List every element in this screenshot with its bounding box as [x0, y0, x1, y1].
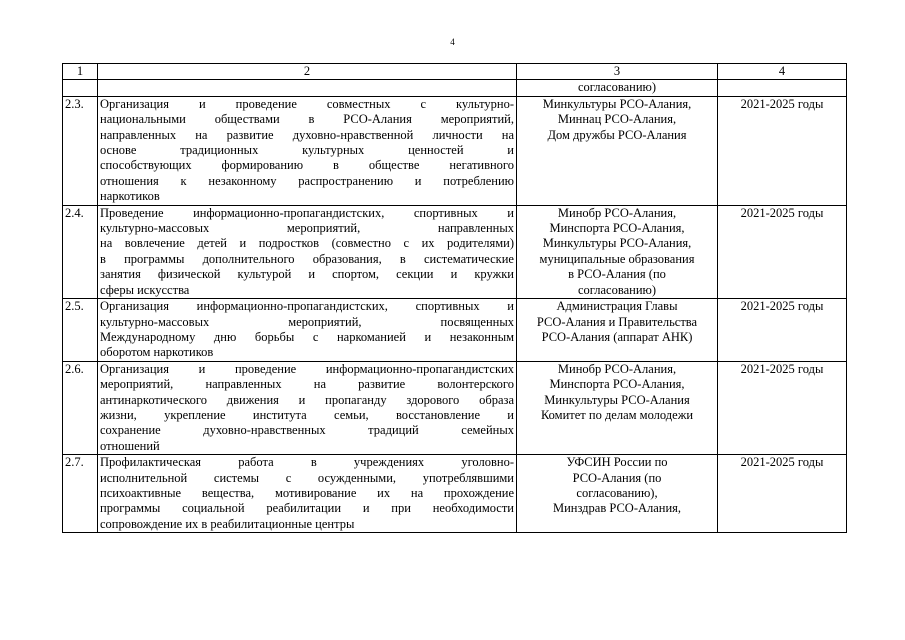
description-line: направленных на развитие духовно-нравственной личности на — [100, 127, 514, 142]
period-cell: 2021-2025 годы — [718, 96, 847, 205]
description-line: наркотиков — [100, 189, 160, 204]
executors-cell — [517, 96, 718, 205]
description-line: Организация и проведение информационно-пропагандистских — [100, 361, 514, 376]
description-line: Международному дню борьбы с наркоманией и незаконным — [100, 329, 514, 344]
executor-line: Администрация Главы — [556, 299, 678, 314]
period-cell: 2021-2025 годы — [718, 205, 847, 298]
continuation-row — [63, 80, 847, 96]
row-number: 2.3. — [63, 96, 98, 205]
executor-line: Минкультуры РСО-Алания, — [542, 236, 692, 251]
executor-line: Минкультуры РСО-Алания — [544, 392, 690, 407]
table-row — [63, 361, 847, 454]
executor-line: Миннац РСО-Алания, — [557, 112, 677, 127]
executor-line: согласованию) — [577, 282, 657, 297]
executor-line: РСО-Алания (аппарат АНК) — [541, 329, 693, 344]
executor-line: согласованию), — [576, 485, 658, 500]
table-row — [63, 205, 847, 298]
executors-cell — [517, 299, 718, 362]
executor-line: Минобр РСО-Алания, — [557, 205, 677, 220]
table-row — [63, 455, 847, 533]
page-number: 4 — [450, 37, 455, 47]
row-number: 2.5. — [63, 299, 98, 362]
description-line: способствующих формированию в обществе негативного — [100, 158, 514, 173]
description-line: занятия физической культурой и спортом, секции и кружки — [100, 267, 514, 282]
table-header-row — [63, 64, 847, 80]
row-number: 2.7. — [63, 455, 98, 533]
description-line: сохранение духовно-нравственных традиций семейных — [100, 423, 514, 438]
executor-line: Минздрав РСО-Алания, — [552, 501, 682, 516]
measure-description — [98, 299, 517, 362]
executor-line: Дом дружбы РСО-Алания — [547, 127, 687, 142]
description-line: Профилактическая работа в учреждениях уголовно- — [100, 455, 514, 470]
executors-cell — [517, 80, 718, 96]
column-header-4: 4 — [718, 64, 847, 80]
period-cell: 2021-2025 годы — [718, 455, 847, 533]
executor-line: Минспорта РСО-Алания, — [549, 377, 685, 392]
row-number: 2.4. — [63, 205, 98, 298]
column-header-3: 3 — [517, 64, 718, 80]
description-line: жизни, укрепление института семьи, восстановление и — [100, 407, 514, 422]
executor-line: Минобр РСО-Алания, — [557, 361, 677, 376]
measure-description — [98, 96, 517, 205]
executor-line: РСО-Алания и Правительства — [536, 314, 698, 329]
description-line: сферы искусства — [100, 282, 190, 297]
description-line: оборотом наркотиков — [100, 345, 214, 360]
executor-line: в РСО-Алания (по — [568, 267, 666, 282]
description-line: на вовлечение детей и подростков (совместно с их родителями) — [100, 236, 514, 251]
description-line: Организация информационно-пропагандистских, спортивных и — [100, 299, 514, 314]
description-line: психоактивные вещества, мотивирование их на прохождение — [100, 485, 514, 500]
executor-line: УФСИН России по — [566, 455, 668, 470]
row-number: 2.6. — [63, 361, 98, 454]
row-number — [63, 80, 98, 96]
measure-description — [98, 80, 517, 96]
description-line: исполнительной системы с осужденными, употреблявшими — [100, 470, 514, 485]
description-line: национальными обществами в РСО-Алания мероприятий, — [100, 112, 514, 127]
period-cell — [718, 80, 847, 96]
column-header-1: 1 — [63, 64, 98, 80]
table-row — [63, 96, 847, 205]
period-cell: 2021-2025 годы — [718, 361, 847, 454]
description-line: культурно-массовых мероприятий, посвященных — [100, 314, 514, 329]
executors-cell — [517, 455, 718, 533]
executor-line: РСО-Алания (по — [572, 470, 662, 485]
description-line: сопровождение их в реабилитационные центры — [100, 516, 355, 531]
executor-line: муниципальные образования — [539, 251, 695, 266]
measure-description — [98, 361, 517, 454]
measure-description — [98, 205, 517, 298]
description-line: мероприятий, направленных на развитие волонтерского — [100, 377, 514, 392]
description-line: антинаркотического движения и пропаганду здорового образа — [100, 392, 514, 407]
description-line: отношения к незаконному распространению и потреблению — [100, 173, 514, 188]
description-line: культурно-массовых мероприятий, направленных — [100, 221, 514, 236]
executor-line: Комитет по делам молодежи — [540, 407, 694, 422]
measures-table — [62, 63, 847, 533]
period-cell: 2021-2025 годы — [718, 299, 847, 362]
executor-line: Минспорта РСО-Алания, — [549, 221, 685, 236]
description-line: в программы дополнительного образования, в систематические — [100, 251, 514, 266]
description-line: программы социальной реабилитации и при необходимости — [100, 501, 514, 516]
executors-cell — [517, 205, 718, 298]
table-row — [63, 299, 847, 362]
executor-line: согласованию) — [577, 80, 657, 95]
description-line: Проведение информационно-пропагандистских, спортивных и — [100, 205, 514, 220]
description-line: основе традиционных культурных ценностей и — [100, 143, 514, 158]
measure-description — [98, 455, 517, 533]
column-header-2: 2 — [98, 64, 517, 80]
description-line: отношений — [100, 438, 160, 453]
executors-cell — [517, 361, 718, 454]
description-line: Организация и проведение совместных с культурно- — [100, 96, 514, 111]
executor-line: Минкультуры РСО-Алания, — [542, 96, 692, 111]
